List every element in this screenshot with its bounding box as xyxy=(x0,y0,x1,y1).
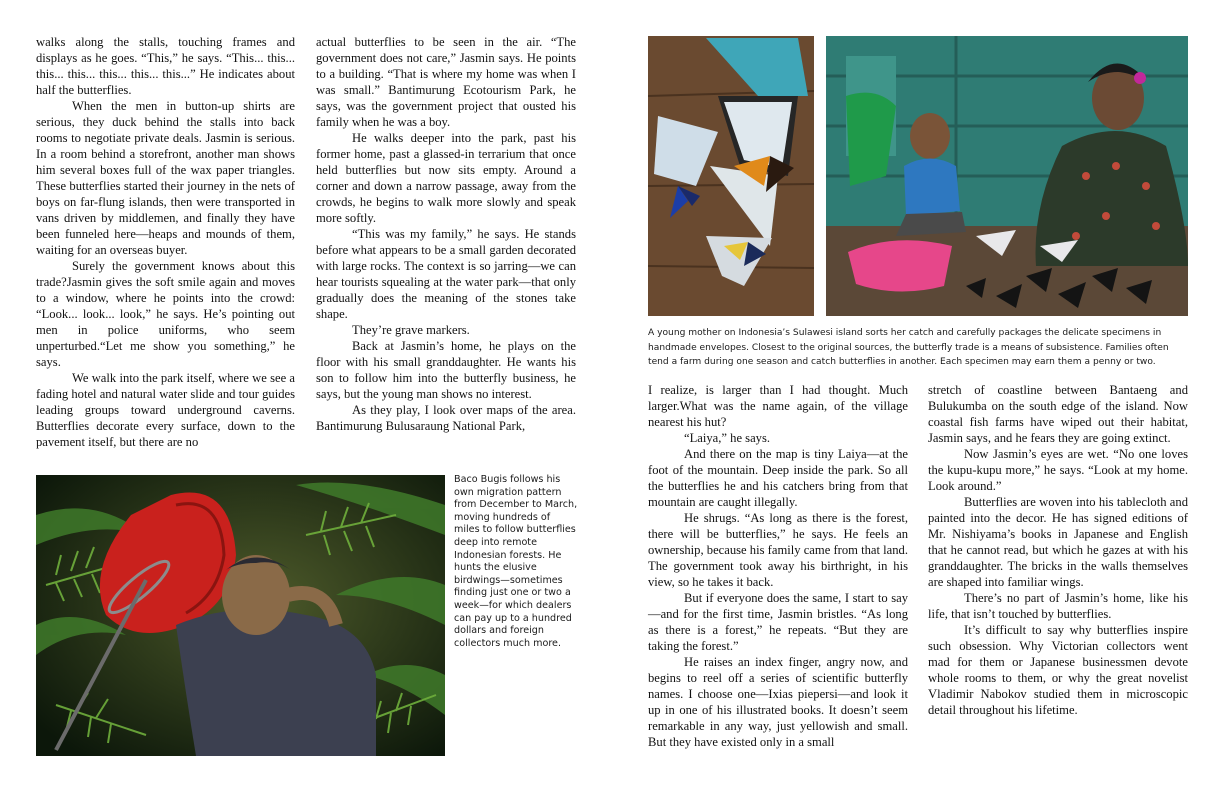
butterfly-hunter-photo xyxy=(36,475,445,756)
paragraph: Surely the government knows about this trade?Jasmin gives the soft smile again and moves to a window, where he points into the crowd: “Look... look... look,” he says. He’s pointing out men in police uniforms, who seem unperturbed.“Let me show you something,” he says. xyxy=(36,259,295,369)
paragraph: Butterflies are woven into his tablecloth and painted into the decor. He has signed editions of Mr. Nishiyama’s books in Japanese and English that he cannot read, but which he gazes at with his granddaughter. The bricks in the walls themselves are shaped into familiar wings. xyxy=(928,495,1188,589)
butterfly-envelopes-photo xyxy=(648,36,814,316)
paragraph: I realize, is larger than I had thought. Much larger.What was the name again, of the village nearest his hut? xyxy=(648,383,908,429)
mother-sorting-butterflies-photo xyxy=(826,36,1188,316)
paragraph: Now Jasmin’s eyes are wet. “No one loves the kupu-kupu more,” he says. “Look at my home. Look around.” xyxy=(928,447,1188,493)
paragraph: Back at Jasmin’s home, he plays on the floor with his small granddaughter. He wants his son to follow him into the butterfly business, he says, but the young man shows no interest. xyxy=(316,339,576,401)
right-column-1 xyxy=(648,382,908,750)
paragraph: He raises an index finger, angry now, and begins to reel off a series of scientific butterfly names. I choose one—Ixias piepersi—and look it up in one of his illustrated books. It doesn’t seem remarkable in any way, just yellowish and small. But they have existed only in a small xyxy=(648,655,908,749)
paragraph: He walks deeper into the park, past his former home, past a glassed-in terrarium that once held butterflies but now sits empty. Around a corner and down a narrow passage, away from the crowds, he begins to walk more slowly and speak more softly. xyxy=(316,131,576,225)
paragraph: actual butterflies to be seen in the air. “The government does not care,” Jasmin says. He points to a building. “That is where my home was when I was small.” Bantimurung Ecotourism Park, he says, was the government project that ousted his family when he was a boy. xyxy=(316,35,576,129)
left-column-2 xyxy=(316,34,576,434)
paragraph: As they play, I look over maps of the area. Bantimurung Bulusaraung National Park, xyxy=(316,403,576,433)
paragraph: It’s difficult to say why butterflies inspire such obsession. Why Victorian collectors went mad for them or Japanese businessmen devote whole rooms to them, or why the great novelist Vladimir Nabokov studied them in microscopic detail throughout his lifetime. xyxy=(928,623,1188,717)
paragraph: And there on the map is tiny Laiya—at the foot of the mountain. Deep inside the park. So all the butterflies he and his catchers bring from that mountain are caught illegally. xyxy=(648,447,908,509)
right-photo-caption: A young mother on Indonesia’s Sulawesi island sorts her catch and carefully packages the delicate specimens in handmade envelopes. Closest to the original sources, the butterfly trade is a means of subsistence. Families often tend a farm during one season and catch butterflies in another. Each specimen may earn them a penny or two. xyxy=(648,328,1169,368)
paragraph: stretch of coastline between Bantaeng and Bulukumba on the south edge of the island. Now coastal fish farms have wiped out their habitat, Jasmin says, and he fears they are going extinct. xyxy=(928,383,1188,445)
paragraph: They’re grave markers. xyxy=(352,323,470,337)
left-column-1 xyxy=(36,34,295,450)
paragraph: But if everyone does the same, I start to say—and for the first time, Jasmin bristles. “As long as there is a forest,” he repeats. “But they are taking the forest.” xyxy=(648,591,908,653)
paragraph: There’s no part of Jasmin’s home, like his life, that isn’t touched by butterflies. xyxy=(928,591,1188,621)
paragraph: “Laiya,” he says. xyxy=(684,431,771,445)
right-column-2 xyxy=(928,382,1188,718)
paragraph: “This was my family,” he says. He stands before what appears to be a small garden decorated with large rocks. The context is so jarring—we can hear tourists squealing at the water park—that only gradually does the meaning of the stones take shape. xyxy=(316,227,576,321)
paragraph: walks along the stalls, touching frames and displays as he goes. “This,” he says. “This... this... this... this... this... this... this...” He indicates about half the butterflies. xyxy=(36,35,295,97)
paragraph: He shrugs. “As long as there is the forest, there will be butterflies,” he says. He feels an ownership, because his family came from that land. The government took away his birthright, in his view, so he takes it back. xyxy=(648,511,908,589)
paragraph: When the men in button-up shirts are serious, they duck behind the stalls into back rooms to negotiate private deals. Jasmin is serious. In a room behind a storefront, another man shows him several boxes full of the wax paper triangles. These butterflies started their journey in the nets of boys on far-flung islands, then were transported in vans driven by middlemen, and finally they have been funneled here—heaps and mounds of them, waiting for an overseas buyer. xyxy=(36,99,295,257)
paragraph: We walk into the park itself, where we see a fading hotel and natural water slide and tour guides leading groups toward underground caverns. Butterflies decorate every surface, down to the pavement itself, but there are no xyxy=(36,371,295,449)
left-photo-caption: Baco Bugis follows his own migration pattern from December to March, moving hundreds of miles to follow butterflies deep into remote Indonesian forests. He hunts the elusive birdwings—sometimes finding just one or two a week—for which dealers can pay up to a hundred dollars and foreign collectors much more. xyxy=(454,474,578,649)
